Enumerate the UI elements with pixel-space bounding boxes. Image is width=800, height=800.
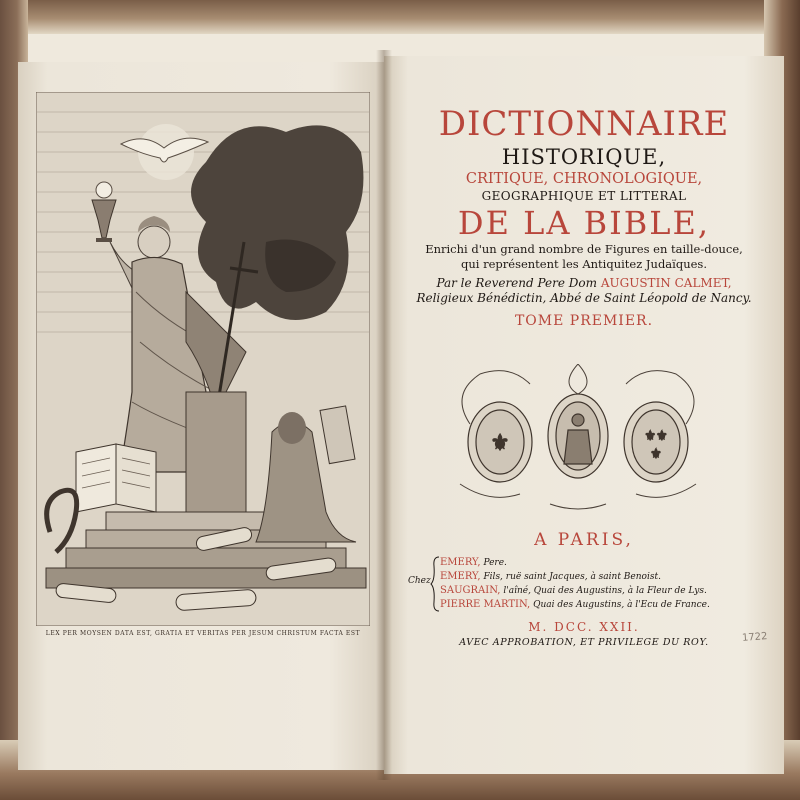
title-line-geographique: GEOGRAPHIQUE ET LITTERAL: [481, 189, 687, 203]
author-affiliation: Religieux Bénédictin, Abbé de Saint Léopold de Nancy.: [416, 291, 752, 305]
printer-name: EMERY,: [440, 571, 481, 582]
imprint-place: A PARIS,: [534, 530, 634, 550]
printer-detail: l'aîné, Quai des Augustins, à la Fleur de Lys.: [503, 586, 707, 596]
arms-of-france-icon: ⚜⚜: [644, 429, 668, 444]
saint-figure-icon: [564, 430, 592, 464]
imprint-line: [440, 584, 778, 598]
fleur-de-lis-icon: ⚜: [490, 431, 510, 456]
subtitle-line-2: qui représentent les Antiquitez Judaïques.: [461, 257, 707, 271]
open-book-icon: [76, 444, 156, 512]
imprint-chez: Chez: [408, 576, 431, 586]
medallion-right: [624, 402, 688, 482]
approbation-line: AVEC APPROBATION, ET PRIVILEGE DU ROY.: [459, 637, 709, 648]
title-block: [384, 104, 784, 330]
title-ornament: [450, 364, 706, 514]
pencil-note: 1722: [741, 631, 768, 644]
printer-name: EMERY,: [440, 557, 481, 568]
book-cover-top: [0, 0, 800, 34]
imprint-lines: [440, 556, 778, 612]
printer-detail: Quai des Augustins, à l'Ecu de France.: [533, 600, 710, 610]
title-line-dictionnaire: DICTIONNAIRE: [438, 104, 730, 144]
author-prefix: Par le Reverend Pere Dom: [436, 276, 598, 290]
subtitle-line-1: Enrichi d'un grand nombre de Figures en taille-douce,: [425, 242, 743, 256]
brace-icon: [430, 556, 440, 612]
printer-name: PIERRE MARTIN,: [440, 599, 531, 610]
imprint-line: [440, 570, 778, 584]
title-line-critique: CRITIQUE, CHRONOLOGIQUE,: [465, 171, 703, 187]
printer-detail: Pere.: [483, 558, 507, 568]
svg-text:⚜: ⚜: [650, 447, 662, 462]
tome-label: TOME PREMIER.: [514, 313, 654, 329]
medallion-center: [548, 394, 608, 478]
printer-detail: Fils, ruë saint Jacques, à saint Benoist.: [483, 572, 661, 582]
publication-year: M. DCC. XXII.: [528, 620, 640, 634]
author-name: AUGUSTIN CALMET,: [600, 276, 732, 290]
frontispiece-engraving: [36, 92, 370, 626]
author-line: [384, 276, 784, 291]
title-line-de-la-bible: DE LA BIBLE,: [457, 204, 711, 242]
medallion-left: [468, 402, 532, 482]
imprint-line: [440, 556, 778, 570]
title-line-historique: HISTORIQUE,: [501, 145, 667, 169]
printer-name: SAUGRAIN,: [440, 585, 501, 596]
frontispiece-caption: LEX PER MOYSEN DATA EST, GRATIA ET VERITAS PER JESUM CHRISTUM FACTA EST: [45, 630, 361, 637]
imprint-line: [440, 598, 778, 612]
